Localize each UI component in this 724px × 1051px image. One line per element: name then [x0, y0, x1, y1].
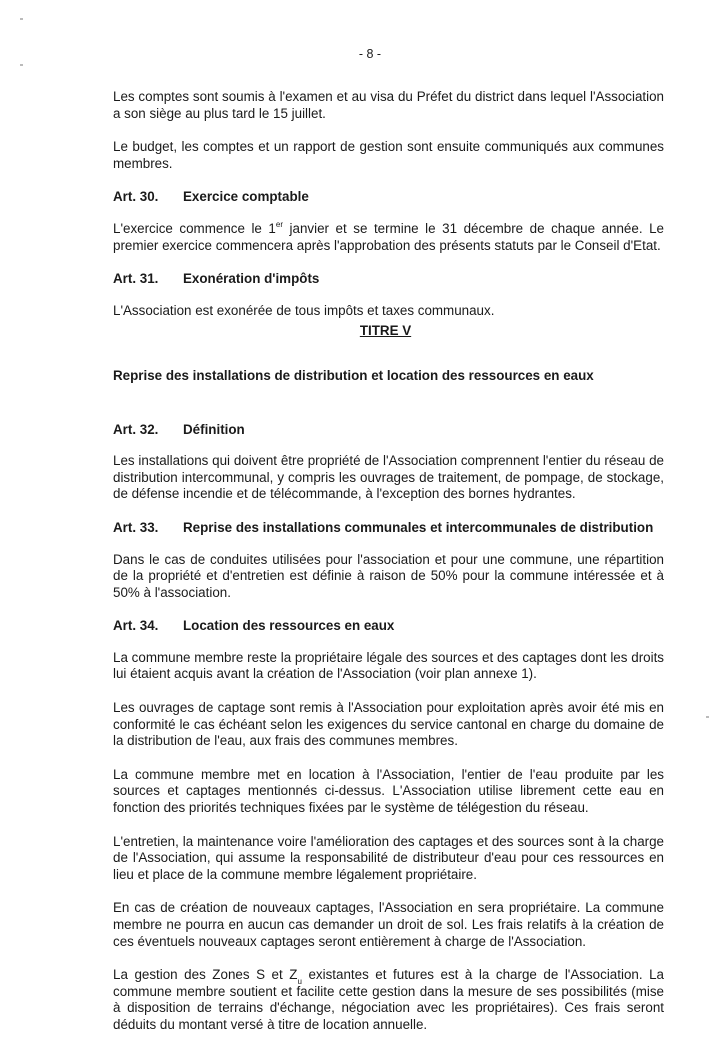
- page-number: - 8 -: [358, 47, 382, 61]
- paragraph: La commune membre reste la propriétaire légale des sources et des captages dont les droits lui étaient acquis avant la création de l'Association (voir plan annexe 1).: [113, 649, 664, 682]
- scan-mark: [20, 18, 23, 20]
- title-heading: TITRE V: [359, 323, 412, 339]
- paragraph: Les ouvrages de captage sont remis à l'Association pour exploitation après avoir été mis en conformité le cas échéant selon les exigences du service cantonal en charge du domaine de la distribution de l'eau, aux frais des communes membres.: [113, 700, 664, 749]
- article-number: Art. 31.: [113, 271, 159, 287]
- article-heading: [113, 618, 664, 635]
- paragraph-text: janvier et se termine le 31 décembre de chaque année. Le premier exercice commencera après l'approbation des présents statuts par le Conseil d'Etat.: [113, 220, 664, 253]
- superscript: er: [275, 219, 283, 229]
- paragraph: La commune membre met en location à l'Association, l'entier de l'eau produite par les sources et captages mentionnés ci-dessus. L'Association utilise librement cette eau en fonction des priorités techniques fixées par le système de télégestion du réseau.: [113, 766, 664, 816]
- article-title: Exercice comptable: [183, 189, 309, 205]
- paragraph: L'entretien, la maintenance voire l'amélioration des captages et des sources sont à la charge de l'Association, qui assume la responsabilité de distributeur d'eau pour ces ressources en lieu et place de la commune membre légalement propriétaire.: [113, 833, 664, 882]
- paragraph: Les installations qui doivent être propriété de l'Association comprennent l'entier du réseau de distribution intercommunal, y compris les ouvrages de traitement, de pompage, de stockage, de défense incendie et de télécommande, à l'exception des bornes hydrantes.: [113, 453, 664, 502]
- scan-mark: [706, 716, 709, 718]
- paragraph-text: La gestion des Zones S et Z: [113, 967, 298, 983]
- article-number: Art. 34.: [113, 618, 159, 634]
- paragraph: Le budget, les comptes et un rapport de gestion sont ensuite communiqués aux communes membres.: [113, 139, 664, 171]
- article-heading: [113, 520, 664, 537]
- paragraph-text: existantes et futures est à la charge de l'Association. La commune membre soutient et facilite cette gestion dans la mesure de ses possibilités (mise à disposition de terrains d'échange, négociation avec les propriétaires). Ces frais seront déduits du montant versé à titre de location annuelle.: [113, 967, 665, 1032]
- article-number: Art. 33.: [113, 519, 159, 535]
- article-heading: [113, 422, 664, 439]
- article-number: Art. 30.: [113, 189, 159, 205]
- paragraph-text: L'exercice commence le 1: [113, 220, 276, 236]
- paragraph: En cas de création de nouveaux captages, l'Association en sera propriétaire. La commune membre ne pourra en aucun cas demander un droit de sol. Les frais relatifs à la création de ces éventuels nouveaux captages seront entièrement à charge de l'Association.: [113, 900, 664, 949]
- paragraph: L'Association est exonérée de tous impôts et taxes communaux.: [113, 302, 495, 318]
- paragraph: [113, 221, 664, 254]
- article-title: Définition: [183, 421, 245, 437]
- section-heading: Reprise des installations de distribution et location des ressources en eaux: [113, 367, 594, 383]
- article-title: Exonération d'impôts: [183, 271, 320, 287]
- article-title: Reprise des installations communales et intercommunales de distribution: [183, 519, 654, 535]
- paragraph: Les comptes sont soumis à l'examen et au visa du Préfet du district dans lequel l'Association a son siège au plus tard le 15 juillet.: [113, 89, 664, 121]
- article-number: Art. 32.: [113, 421, 159, 437]
- article-title: Location des ressources en eaux: [183, 618, 395, 634]
- subscript: u: [297, 976, 302, 986]
- paragraph: Dans le cas de conduites utilisées pour l'association et pour une commune, une répartition de la propriété et d'entretien est définie à raison de 50% pour la commune intéressée et à 50% à l'association.: [113, 551, 664, 600]
- article-heading: [113, 271, 664, 288]
- document-body: [113, 89, 664, 1051]
- article-heading: [113, 189, 664, 206]
- scan-mark: [20, 64, 23, 66]
